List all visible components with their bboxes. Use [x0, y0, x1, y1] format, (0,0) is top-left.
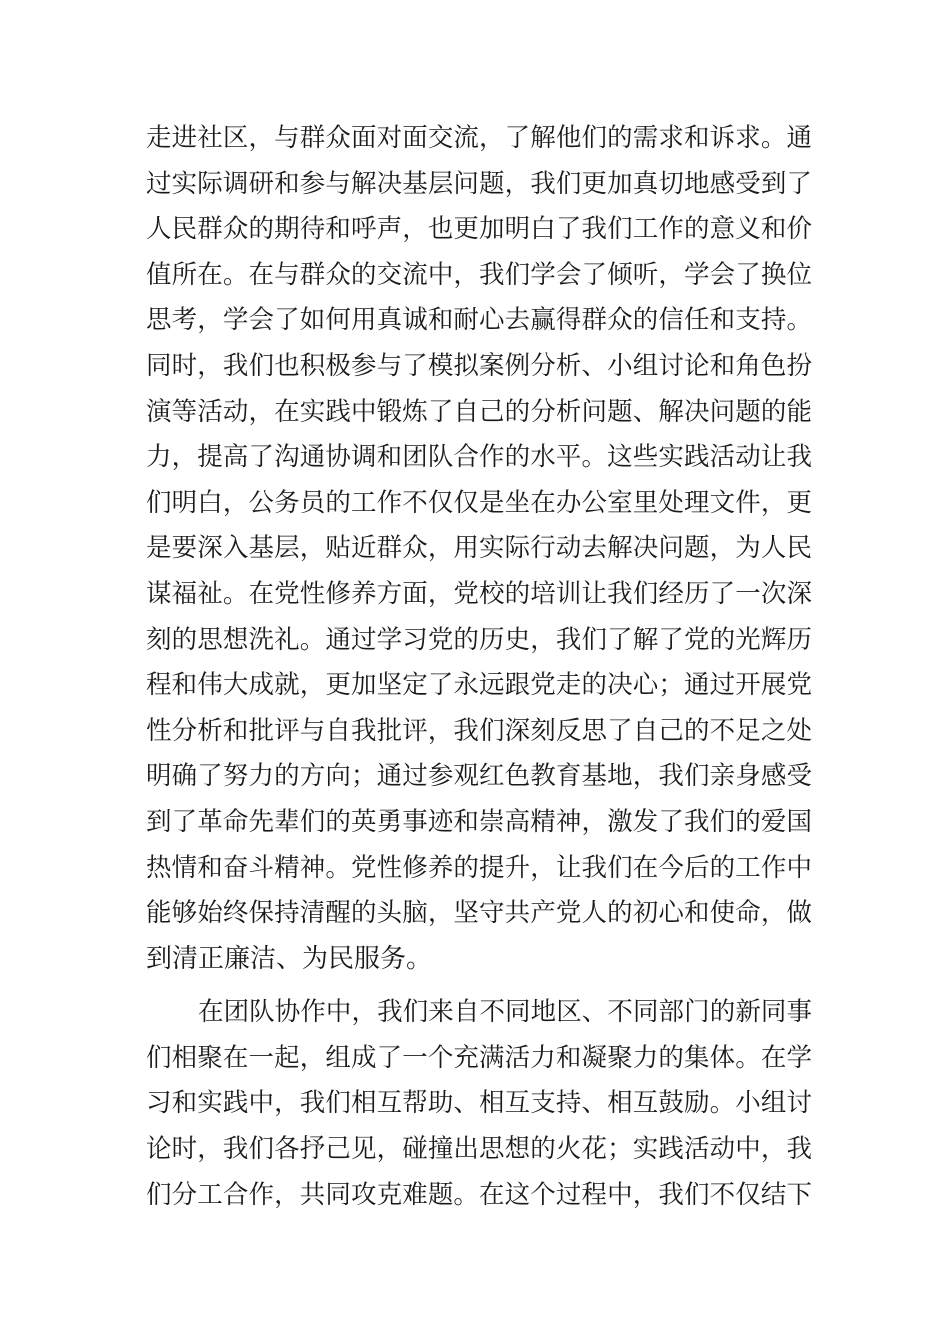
text-line: 过实际调研和参与解决基层问题，我们更加真切地感受到了 — [146, 168, 812, 199]
text-line: 谋福祉。在党性修养方面，党校的培训让我们经历了一次深 — [146, 578, 812, 609]
paragraph-2 — [146, 990, 812, 1218]
body-text — [146, 116, 812, 1218]
text-line: 思考，学会了如何用真诚和耐心去赢得群众的信任和支持。 — [146, 305, 812, 336]
text-line: 到清正廉洁、为民服务。 — [146, 943, 433, 974]
text-line: 能够始终保持清醒的头脑，坚守共产党人的初心和使命，做 — [146, 898, 812, 929]
text-line: 力，提高了沟通协调和团队合作的水平。这些实践活动让我 — [146, 442, 812, 473]
text-line: 是要深入基层，贴近群众，用实际行动去解决问题，为人民 — [146, 533, 812, 564]
text-line: 刻的思想洗礼。通过学习党的历史，我们了解了党的光辉历 — [146, 624, 812, 655]
text-line: 性分析和批评与自我批评，我们深刻反思了自己的不足之处 — [146, 715, 812, 746]
text-line: 热情和奋斗精神。党性修养的提升，让我们在今后的工作中 — [146, 852, 812, 883]
text-line: 明确了努力的方向；通过参观红色教育基地，我们亲身感受 — [146, 761, 812, 792]
text-line: 论时，我们各抒己见，碰撞出思想的火花；实践活动中，我 — [146, 1134, 812, 1165]
text-line: 演等活动，在实践中锻炼了自己的分析问题、解决问题的能 — [146, 396, 812, 427]
text-line: 程和伟大成就，更加坚定了永远跟党走的决心；通过开展党 — [146, 670, 812, 701]
text-line: 们明白，公务员的工作不仅仅是坐在办公室里处理文件，更 — [146, 487, 812, 518]
text-line: 们分工合作，共同攻克难题。在这个过程中，我们不仅结下 — [146, 1179, 812, 1210]
text-line: 习和实践中，我们相互帮助、相互支持、相互鼓励。小组讨 — [146, 1088, 812, 1119]
paragraph-spacing — [146, 982, 812, 990]
text-line: 们相聚在一起，组成了一个充满活力和凝聚力的集体。在学 — [146, 1042, 812, 1073]
text-line: 人民群众的期待和呼声，也更加明白了我们工作的意义和价 — [146, 214, 812, 245]
text-line: 在团队协作中，我们来自不同地区、不同部门的新同事 — [198, 997, 812, 1028]
paragraph-1 — [146, 116, 812, 982]
text-line: 同时，我们也积极参与了模拟案例分析、小组讨论和角色扮 — [146, 350, 812, 381]
text-line: 到了革命先辈们的英勇事迹和崇高精神，激发了我们的爱国 — [146, 806, 812, 837]
text-line: 值所在。在与群众的交流中，我们学会了倾听，学会了换位 — [146, 259, 812, 290]
text-line: 走进社区，与群众面对面交流，了解他们的需求和诉求。通 — [146, 123, 812, 153]
